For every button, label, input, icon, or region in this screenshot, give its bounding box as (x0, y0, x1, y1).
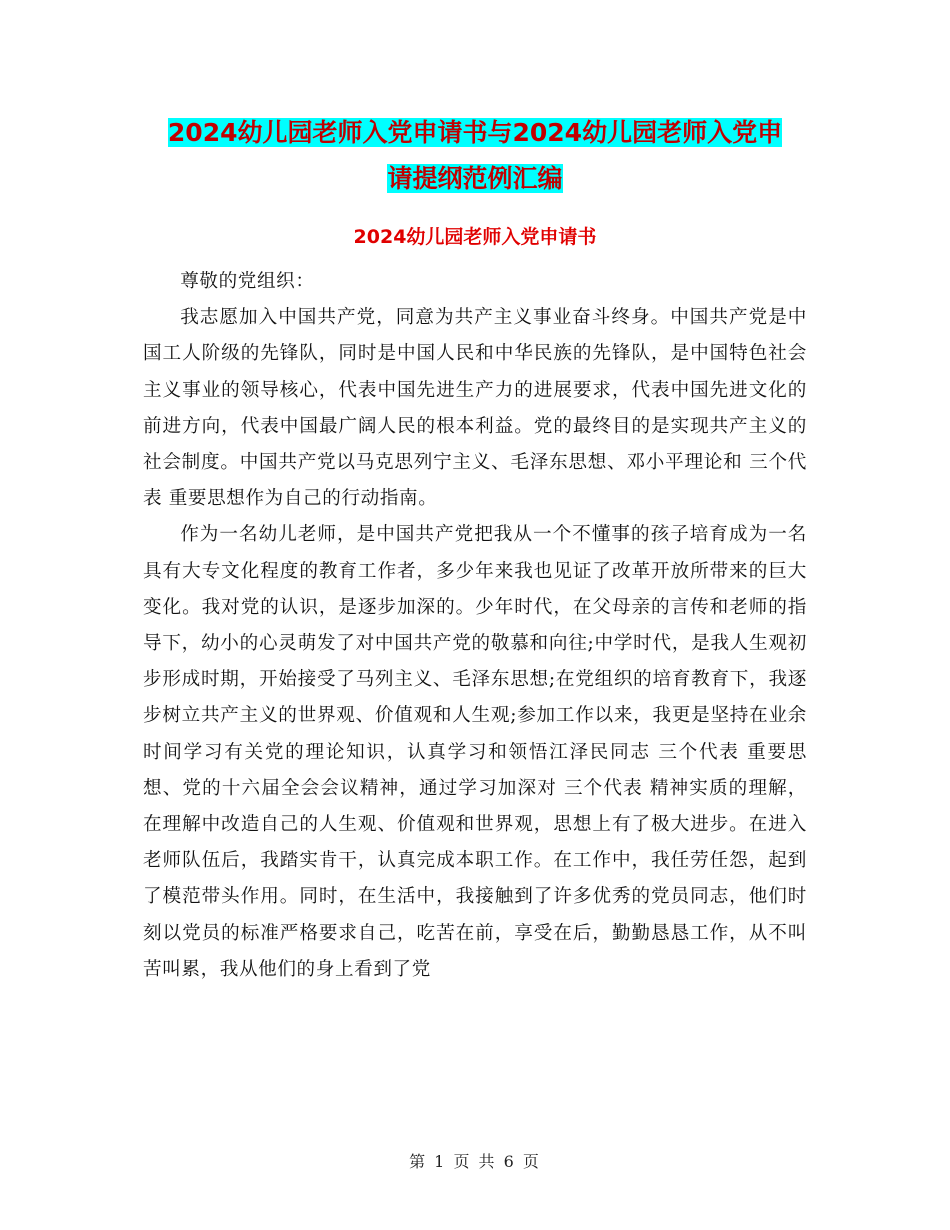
paragraph: 作为一名幼儿老师，是中国共产党把我从一个不懂事的孩子培育成为一名具有大专文化程度的教育工作者，多少年来我也见证了改革开放所带来的巨大变化。我对党的认识，是逐步加深的。少年时代，在父母亲的言传和老师的指导下，幼小的心灵萌发了对中国共产党的敬慕和向往;中学时代，是我人生观初步形成时期，开始接受了马列主义、毛泽东思想;在党组织的培育教育下，我逐步树立共产主义的世界观、价值观和人生观;参加工作以来，我更是坚持在业余时间学习有关党的理论知识，认真学习和领悟江泽民同志 三个代表 重要思想、党的十六届全会会议精神，通过学习加深对 三个代表 精神实质的理解，在理解中改造自己的人生观、价值观和世界观，思想上有了极大进步。在进入老师队伍后，我踏实肯干，认真完成本职工作。在工作中，我任劳任怨，起到了模范带头作用。同时，在生活中，我接触到了许多优秀的党员同志，他们时刻以党员的标准严格要求自己，吃苦在前，享受在后，勤勤恳恳工作，从不叫苦叫累，我从他们的身上看到了党 (143, 524, 807, 980)
document-title (140, 110, 810, 202)
section-title: 2024幼儿园老师入党申请书 (353, 226, 597, 248)
page-footer: 第 1 页 共 6 页 (409, 1152, 541, 1171)
paragraph: 我志愿加入中国共产党，同意为共产主义事业奋斗终身。中国共产党是中国工人阶级的先锋队，同时是中国人民和中华民族的先锋队，是中国特色社会主义事业的领导核心，代表中国先进生产力的进展要求，代表中国先进文化的前进方向，代表中国最广阔人民的根本利益。党的最终目的是实现共产主义的社会制度。中国共产党以马克思列宁主义、毛泽东思想、邓小平理论和 三个代表 重要思想作为自己的行动指南。 (143, 307, 807, 510)
document-title-line-1: 2024幼儿园老师入党申请书与2024幼儿园老师入党申 (167, 118, 783, 147)
document-title-line-2: 请提纲范例汇编 (387, 164, 563, 193)
salutation: 尊敬的党组织： (180, 271, 315, 292)
document-body (143, 264, 807, 988)
